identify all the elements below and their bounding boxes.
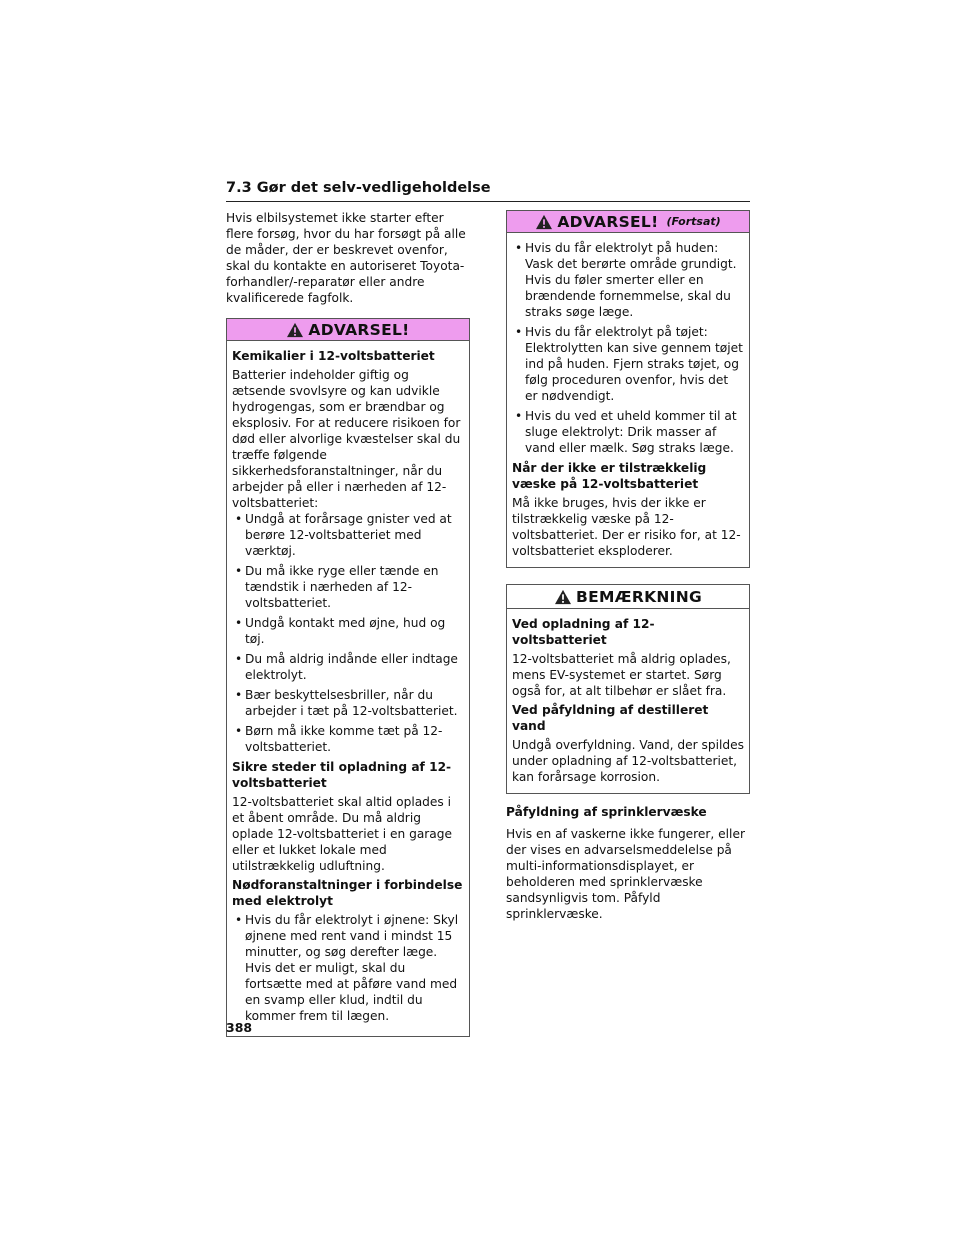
warning-continued-bullets	[512, 240, 744, 456]
list-item: • Hvis du får elektrolyt i øjnene: Skyl øjnene med rent vand i mindst 15 minutter, og søg derefter læge. Hvis det er muligt, skal du fortsætte med at påføre vand med en svamp eller klud, indtil du kommer frem til lægen.	[232, 912, 464, 1024]
warning-header	[227, 319, 469, 341]
list-item: • Du må aldrig indånde eller indtage elektrolyt.	[232, 651, 464, 683]
notice-body	[507, 609, 749, 793]
notice-text-water: Undgå overfyldning. Vand, der spildes under opladning af 12-voltsbatteriet, kan forårsage korrosion.	[512, 738, 744, 784]
list-item: • Bær beskyttelsesbriller, når du arbejder i tæt på 12-voltsbatteriet.	[232, 687, 464, 719]
list-item: • Undgå kontakt med øjne, hud og tøj.	[232, 615, 464, 647]
warning-text-chemicals: Batterier indeholder giftig og ætsende svovlsyre og kan udvikle hydrogengas, som er brændbar og eksplosiv. For at reducere risikoen for død eller alvorlige kvæstelser skal du træffe følgende sikkerhedsforanstaltninger, når du arbejder på eller i nærheden af 12-voltsbatteriet:	[232, 368, 461, 510]
section-title: 7.3 Gør det selv-vedligeholdelse	[226, 180, 491, 196]
notice-header	[507, 585, 749, 609]
notice-heading-water: Ved påfyldning af destilleret vand	[512, 703, 709, 733]
list-item: • Børn må ikke komme tæt på 12-voltsbatteriet.	[232, 723, 464, 755]
notice-box	[506, 584, 750, 794]
warning-bullets-chemicals	[232, 511, 464, 755]
list-item: • Du må ikke ryge eller tænde en tændstik i nærheden af 12-voltsbatteriet.	[232, 563, 464, 611]
left-column	[226, 210, 470, 1037]
notice-triangle-icon	[554, 589, 572, 605]
warning-continued-header	[507, 211, 749, 233]
warning-continued-title: ADVARSEL!	[557, 212, 659, 231]
warning-triangle-icon	[535, 214, 553, 230]
notice-title: BEMÆRKNING	[575, 587, 703, 606]
warning-title: ADVARSEL!	[308, 320, 410, 339]
warning-continued-body	[507, 233, 749, 567]
sprinkler-text: Hvis en af vaskerne ikke fungerer, eller der vises en advarselsmeddelelse på multi-informationsdisplayet, er beholderen med sprinklervæske sandsynligvis tom. Påfyld sprinklervæske.	[506, 827, 745, 921]
warning-continued-text: Må ikke bruges, hvis der ikke er tilstrækkelig væske på 12-voltsbatteriet. Der er risiko for, at 12-voltsbatteriet eksploderer.	[512, 496, 741, 558]
warning-continued-subtitle: (Fortsat)	[666, 214, 721, 228]
page-number: 388	[226, 1020, 253, 1035]
right-column	[506, 210, 750, 922]
warning-heading-charging: Sikre steder til opladning af 12-voltsbatteriet	[232, 760, 452, 790]
warning-body	[227, 341, 469, 1036]
notice-text-charging: 12-voltsbatteriet må aldrig oplades, mens EV-systemet er startet. Sørg også for, at alt tilbehør er slået fra.	[512, 652, 731, 698]
warning-box	[226, 318, 470, 1037]
list-item: • Hvis du får elektrolyt på huden: Vask det berørte område grundigt. Hvis du føler smerter eller en brændende fornemmelse, skal du straks søge læge.	[512, 240, 744, 320]
warning-text-charging: 12-voltsbatteriet skal altid oplades i et åbent område. Du må aldrig oplade 12-voltsbatteriet i en garage eller et lukket lokale med utilstrækkelig udluftning.	[232, 795, 452, 873]
sprinkler-heading: Påfyldning af sprinklervæske	[506, 805, 707, 819]
intro-paragraph: Hvis elbilsystemet ikke starter efter flere forsøg, hvor du har forsøgt på alle de måder, der er beskrevet ovenfor, skal du kontakte en autoriseret Toyota-forhandler/-reparatør eller andre kvalificerede fagfolk.	[226, 211, 466, 305]
warning-triangle-icon	[286, 322, 304, 338]
warning-continued-heading: Når der ikke er tilstrækkelig væske på 12-voltsbatteriet	[512, 461, 707, 491]
notice-heading-charging: Ved opladning af 12-voltsbatteriet	[512, 617, 655, 647]
warning-bullets-emergency	[232, 912, 464, 1024]
warning-continued-box	[506, 210, 750, 568]
list-item: • Hvis du får elektrolyt på tøjet: Elektrolytten kan sive gennem tøjet ind på huden. Fjern straks tøjet, og følg proceduren ovenfor, hvis det er nødvendigt.	[512, 324, 744, 404]
section-header	[226, 178, 750, 202]
list-item: • Hvis du ved et uheld kommer til at sluge elektrolyt: Drik masser af vand eller mælk. Søg straks læge.	[512, 408, 744, 456]
warning-heading-emergency: Nødforanstaltninger i forbindelse med elektrolyt	[232, 878, 463, 908]
warning-heading-chemicals: Kemikalier i 12-voltsbatteriet	[232, 349, 435, 363]
list-item: • Undgå at forårsage gnister ved at berøre 12-voltsbatteriet med værktøj.	[232, 511, 464, 559]
